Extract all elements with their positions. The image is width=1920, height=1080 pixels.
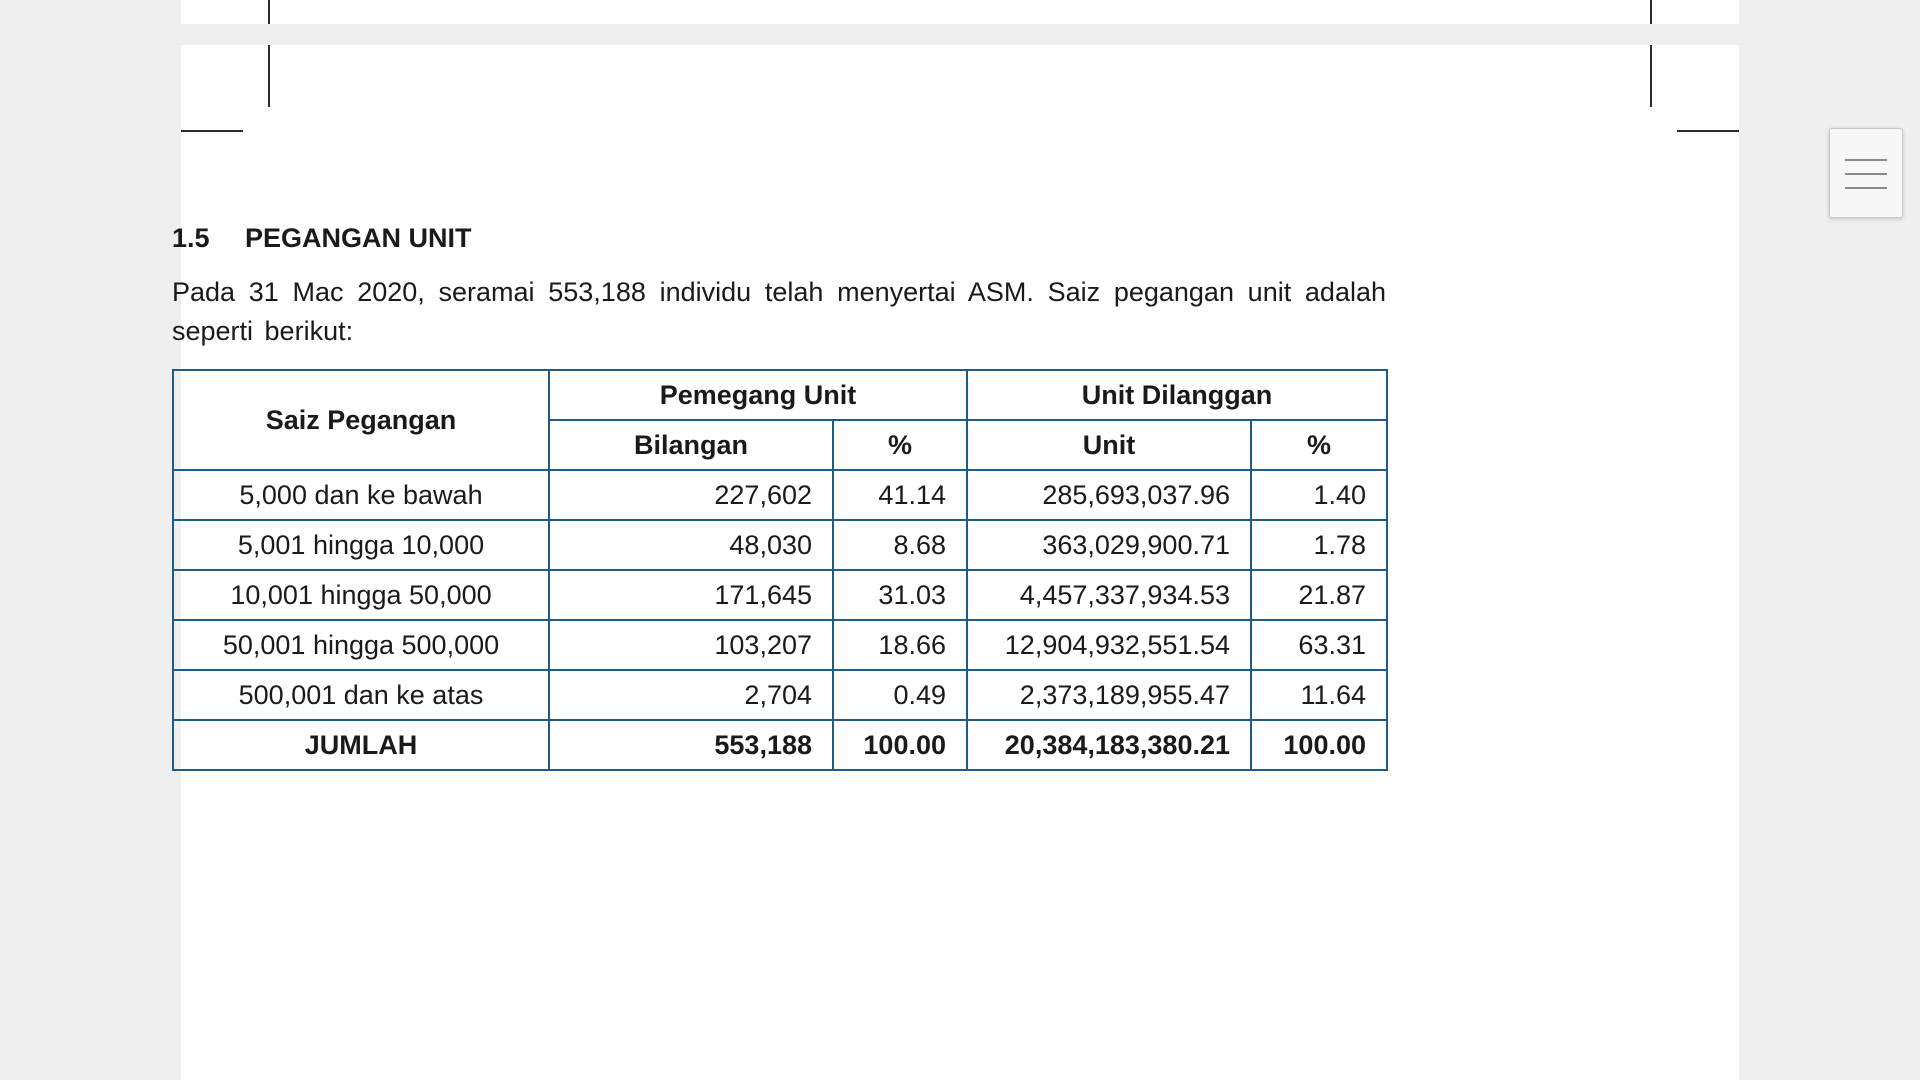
cell-count-percent: 0.49 — [833, 670, 967, 720]
cell-units: 285,693,037.96 — [967, 470, 1251, 520]
cell-holding-size: 10,001 hingga 50,000 — [173, 570, 549, 620]
cell-count: 171,645 — [549, 570, 833, 620]
cell-count-percent: 18.66 — [833, 620, 967, 670]
table-total-row — [173, 720, 1387, 770]
section-title: PEGANGAN UNIT — [245, 223, 472, 253]
intro-paragraph: Pada 31 Mac 2020, seramai 553,188 individu telah menyertai ASM. Saiz pegangan unit adalah seperti berikut: — [172, 277, 1386, 346]
cell-count: 48,030 — [549, 520, 833, 570]
cell-count-percent: 31.03 — [833, 570, 967, 620]
page-content — [172, 221, 1386, 771]
table-row — [173, 570, 1387, 620]
cell-holding-size: 5,001 hingga 10,000 — [173, 520, 549, 570]
cell-holding-size: 5,000 dan ke bawah — [173, 470, 549, 520]
crop-mark — [268, 45, 270, 107]
header-units: Unit — [967, 420, 1251, 470]
menu-button[interactable] — [1829, 128, 1903, 218]
header-units-subscribed: Unit Dilanggan — [967, 370, 1387, 420]
cell-total-count: 553,188 — [549, 720, 833, 770]
crop-mark — [1677, 130, 1739, 132]
section-number: 1.5 — [172, 223, 210, 253]
cell-count-percent: 8.68 — [833, 520, 967, 570]
cell-holding-size: 50,001 hingga 500,000 — [173, 620, 549, 670]
table-row — [173, 520, 1387, 570]
previous-page — [181, 0, 1739, 24]
header-unitholders: Pemegang Unit — [549, 370, 967, 420]
crop-mark — [1650, 0, 1652, 24]
cell-count: 2,704 — [549, 670, 833, 720]
cell-total-units-percent: 100.00 — [1251, 720, 1387, 770]
header-units-percent: % — [1251, 420, 1387, 470]
cell-units: 12,904,932,551.54 — [967, 620, 1251, 670]
header-holding-size: Saiz Pegangan — [173, 370, 549, 470]
cell-count-percent: 41.14 — [833, 470, 967, 520]
cell-count: 227,602 — [549, 470, 833, 520]
cell-units-percent: 1.40 — [1251, 470, 1387, 520]
cell-units-percent: 11.64 — [1251, 670, 1387, 720]
cell-units-percent: 21.87 — [1251, 570, 1387, 620]
cell-total-count-percent: 100.00 — [833, 720, 967, 770]
cell-units: 4,457,337,934.53 — [967, 570, 1251, 620]
cell-total-label: JUMLAH — [173, 720, 549, 770]
table-row — [173, 470, 1387, 520]
cell-units: 2,373,189,955.47 — [967, 670, 1251, 720]
cell-units-percent: 63.31 — [1251, 620, 1387, 670]
cell-units: 363,029,900.71 — [967, 520, 1251, 570]
crop-mark — [181, 130, 243, 132]
table-row — [173, 670, 1387, 720]
cell-count: 103,207 — [549, 620, 833, 670]
crop-mark — [268, 0, 270, 24]
cell-units-percent: 1.78 — [1251, 520, 1387, 570]
unit-holdings-table — [172, 369, 1388, 771]
cell-holding-size: 500,001 dan ke atas — [173, 670, 549, 720]
cell-total-units: 20,384,183,380.21 — [967, 720, 1251, 770]
section-heading — [172, 221, 1386, 255]
header-count: Bilangan — [549, 420, 833, 470]
crop-mark — [1650, 45, 1652, 107]
table-row — [173, 620, 1387, 670]
header-count-percent: % — [833, 420, 967, 470]
